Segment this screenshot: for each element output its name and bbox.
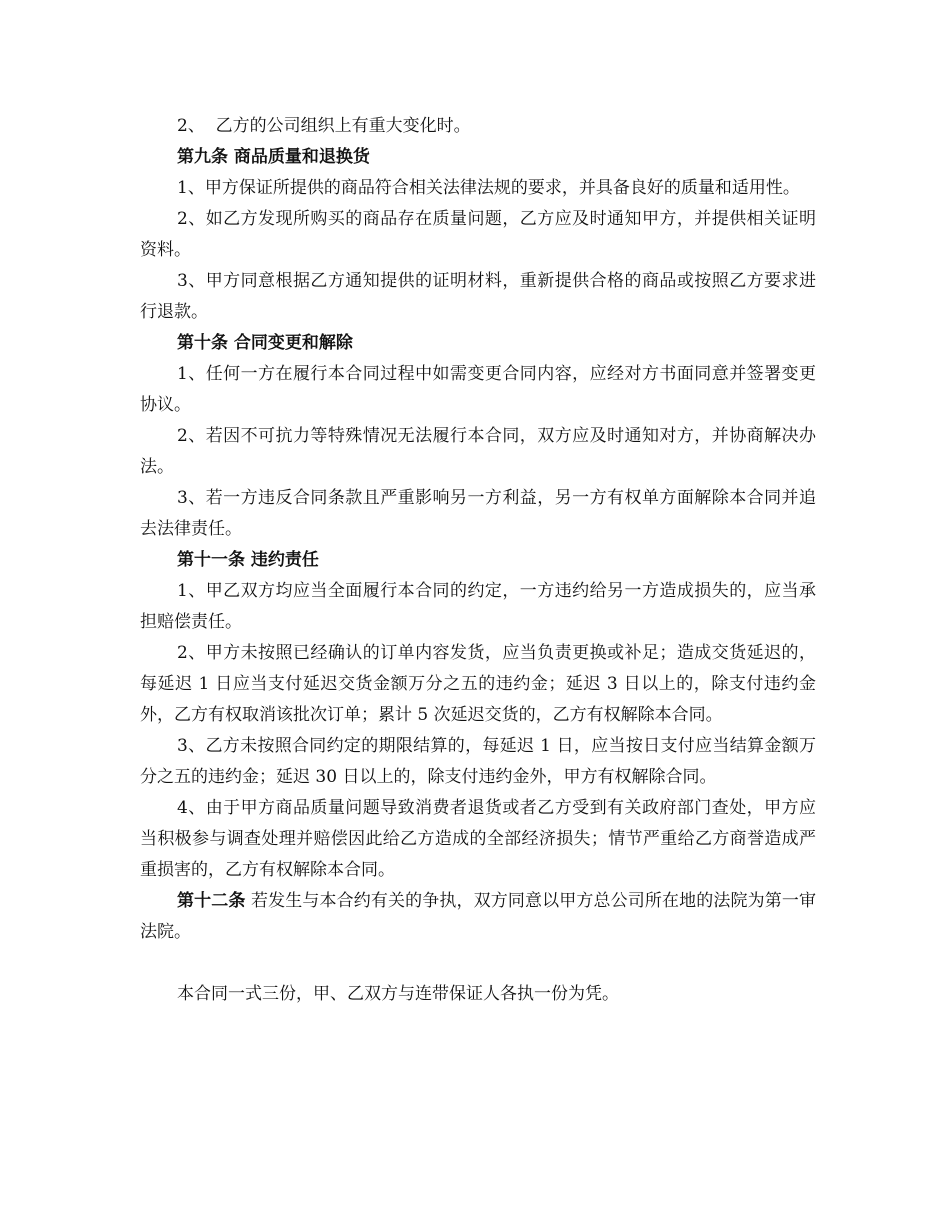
article-9-title: 第九条 商品质量和退换货 [177, 147, 370, 167]
article-11-paragraph-2: 2、甲方未按照已经确认的订单内容发货，应当负责更换或补足；造成交货延迟的，每延迟 1 日应当支付延迟交货金额万分之五的违约金；延迟 3 日以上的，除支付违约金外，乙方有权取消该批次订单；累计 5 次延迟交货的，乙方有权解除本合同。 [140, 643, 816, 725]
article-11-title: 第十一条 违约责任 [177, 550, 319, 570]
article-11-paragraph-1: 1、甲乙双方均应当全面履行本合同的约定，一方违约给另一方造成损失的，应当承担赔偿责任。 [140, 581, 816, 632]
article-11-paragraph-3: 3、乙方未按照合同约定的期限结算的，每延迟 1 日，应当按日支付应当结算金额万分之五的违约金；延迟 30 日以上的，除支付违约金外，甲方有权解除合同。 [140, 736, 816, 787]
clause-item-2: 2、 乙方的公司组织上有重大变化时。 [177, 116, 471, 136]
article-10-paragraph-3: 3、若一方违反合同条款且严重影响另一方利益，另一方有权单方面解除本合同并追去法律责任。 [140, 488, 816, 539]
article-10-paragraph-2: 2、若因不可抗力等特殊情况无法履行本合同，双方应及时通知对方，并协商解决办法。 [140, 426, 816, 477]
article-9-paragraph-2: 2、如乙方发现所购买的商品存在质量问题，乙方应及时通知甲方，并提供相关证明资料。 [140, 209, 816, 260]
article-12-body: 若发生与本合约有关的争执，双方同意以甲方总公司所在地的法院为第一审法院。 [140, 891, 816, 942]
closing-statement: 本合同一式三份，甲、乙双方与连带保证人各执一份为凭。 [177, 984, 619, 1004]
article-10-paragraph-1: 1、任何一方在履行本合同过程中如需变更合同内容，应经对方书面同意并签署变更协议。 [140, 364, 816, 415]
document-body [140, 111, 816, 1010]
article-12 [140, 886, 816, 948]
article-9-paragraph-1: 1、甲方保证所提供的商品符合相关法律法规的要求，并具备良好的质量和适用性。 [177, 178, 800, 198]
article-11-paragraph-4: 4、由于甲方商品质量问题导致消费者退货或者乙方受到有关政府部门查处，甲方应当积极参与调查处理并赔偿因此给乙方造成的全部经济损失；情节严重给乙方商誉造成严重损害的，乙方有权解除本合同。 [140, 798, 816, 880]
article-10-title: 第十条 合同变更和解除 [177, 333, 353, 353]
article-9-paragraph-3: 3、甲方同意根据乙方通知提供的证明材料，重新提供合格的商品或按照乙方要求进行退款。 [140, 271, 816, 322]
article-12-title: 第十二条 [177, 891, 246, 911]
blank-line [140, 948, 816, 979]
